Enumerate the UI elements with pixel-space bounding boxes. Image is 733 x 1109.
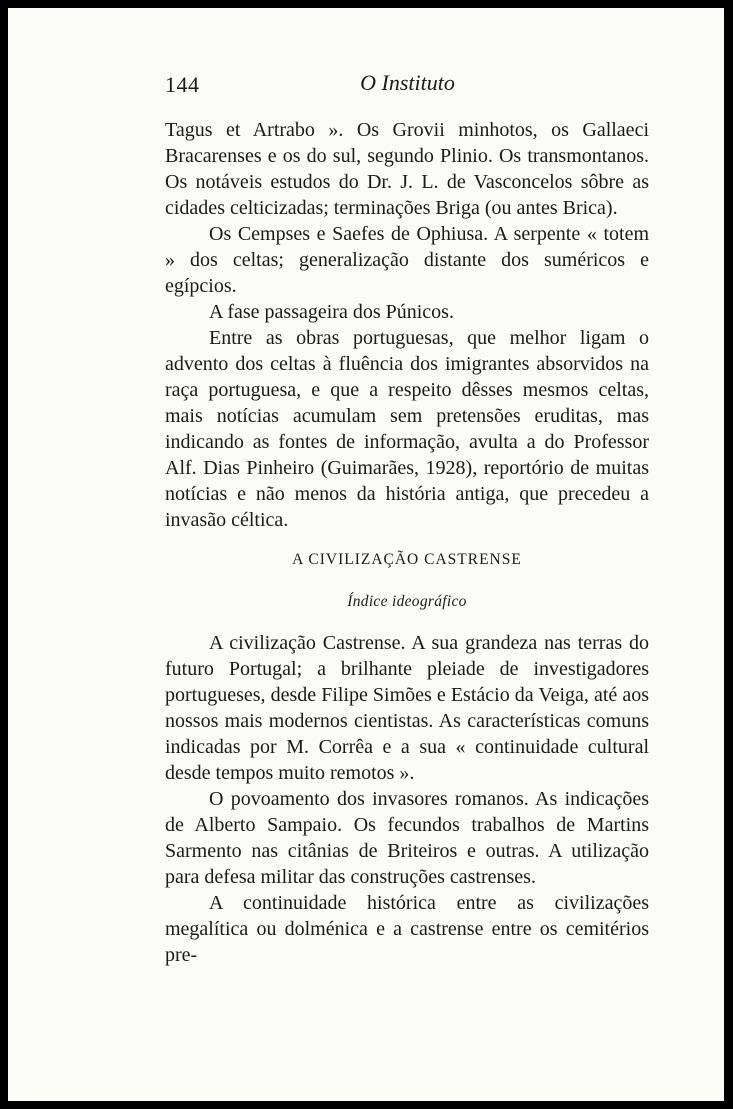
paragraph-civilizacao-castrense: A civilização Castrense. A sua grandeza nas terras do futuro Portugal; a brilhante pleiade de investigadores portugueses, desde Filipe Simões e Estácio da Veiga, até aos nossos mais modernos cientistas. As características comuns indicadas por M. Corrêa e a sua « continuidade cultural desde tempos muito remotos ».	[165, 632, 649, 784]
page-number: 144	[165, 72, 200, 97]
paragraph-cempses: Os Cempses e Saefes de Ophiusa. A serpente « totem » dos celtas; generalização distante dos suméricos e egípcios.	[165, 223, 649, 297]
paragraph-continuation: Tagus et Artrabo ». Os Grovii minhotos, os Gallaeci Bracarenses e os do sul, segundo Plinio. Os transmontanos. Os notáveis estudos do Dr. J. L. de Vasconcelos sôbre as cidades celticizadas; terminações Briga (ou antes Brica).	[165, 119, 649, 219]
section-subheading: Índice ideográfico	[347, 593, 467, 610]
page-header	[165, 68, 650, 98]
paragraph-continuidade: A continuidade histórica entre as civilizações megalítica ou dolménica e a castrense entre os cemitérios pre-	[165, 892, 649, 966]
section-body	[165, 630, 649, 968]
book-page	[8, 8, 724, 1101]
paragraph-punicos: A fase passageira dos Púnicos.	[209, 301, 454, 323]
body-text	[165, 117, 649, 968]
paragraph-obras-portuguesas: Entre as obras portuguesas, que melhor ligam o advento dos celtas à fluência dos imigrantes absorvidos na raça portuguesa, e que a respeito dêsses mesmos celtas, mais notícias acumulam sem pretensões eruditas, mas indicando as fontes de informação, avulta a do Professor Alf. Dias Pinheiro (Guimarães, 1928), reportório de muitas notícias e não menos da história antiga, que precedeu a invasão céltica.	[165, 327, 649, 531]
section-heading: A CIVILIZAÇÃO CASTRENSE	[292, 551, 522, 568]
running-title: O Instituto	[360, 70, 455, 95]
paragraph-povoamento: O povoamento dos invasores romanos. As indicações de Alberto Sampaio. Os fecundos trabalhos de Martins Sarmento nas citânias de Briteiros e outras. A utilização para defesa militar das construções castrenses.	[165, 788, 649, 888]
